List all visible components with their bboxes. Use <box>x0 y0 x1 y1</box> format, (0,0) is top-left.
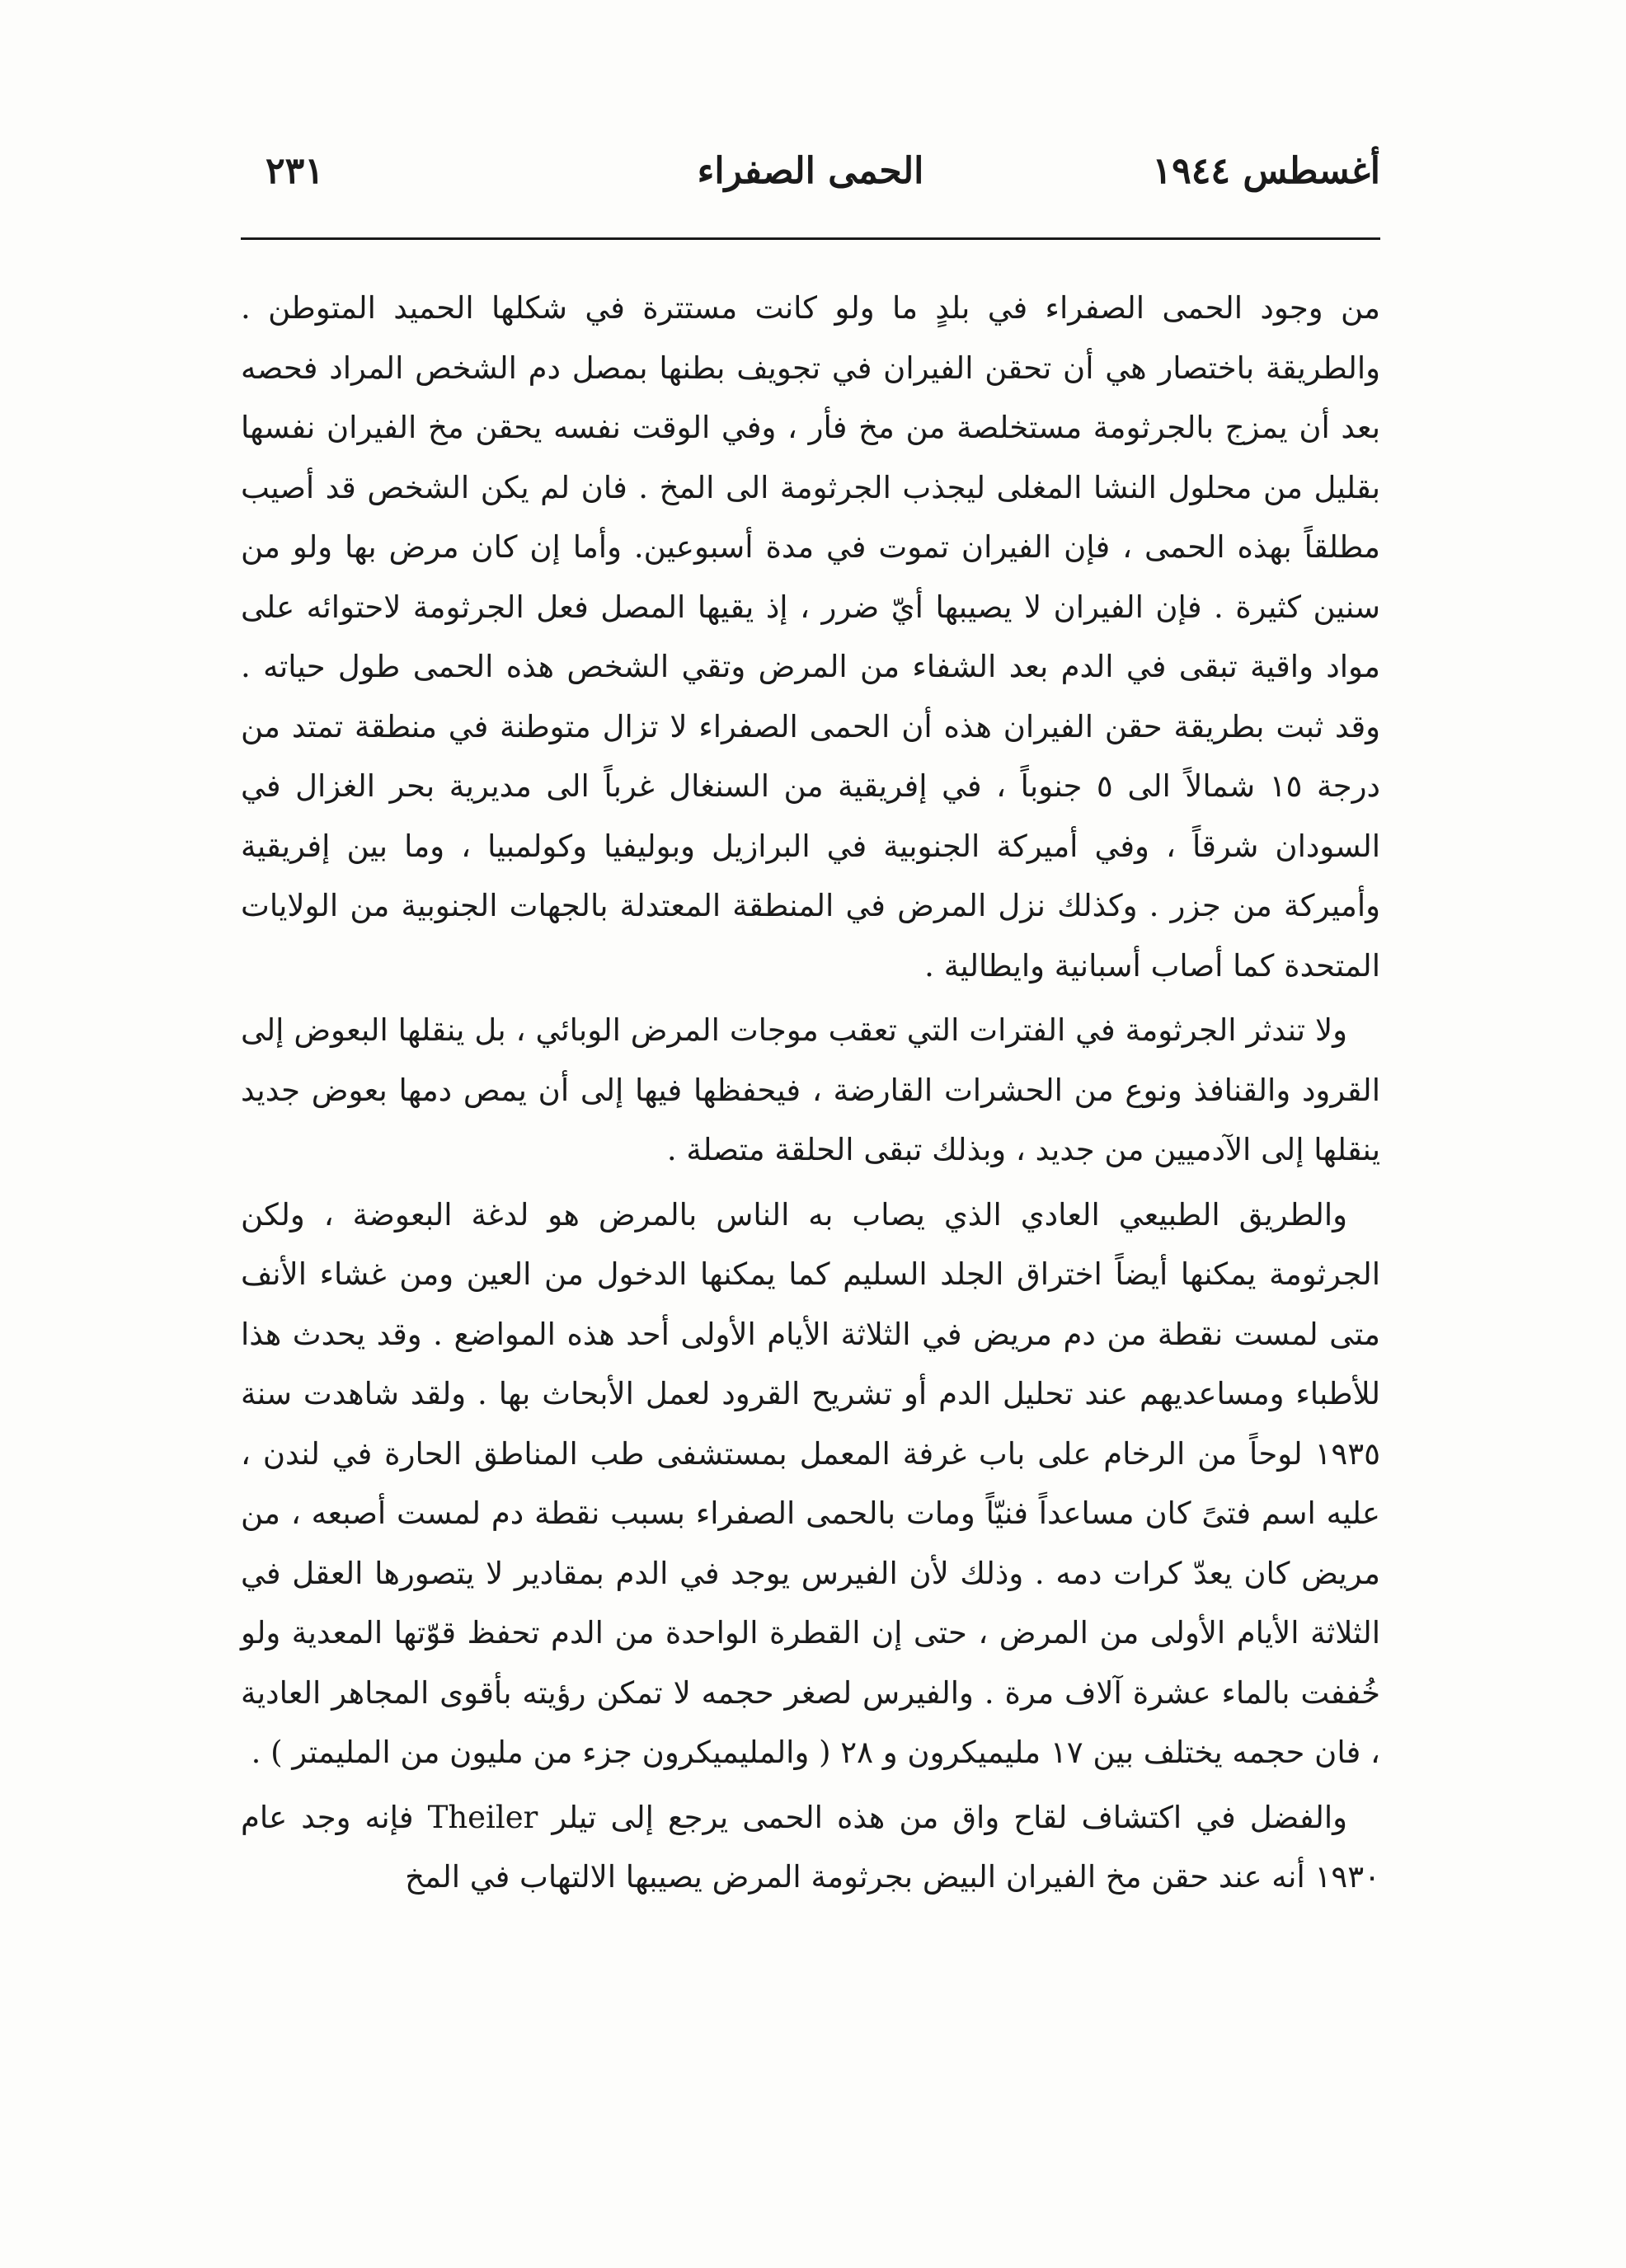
header-rule <box>241 237 1380 240</box>
header-title: الحمى الصفراء <box>697 150 924 192</box>
header-date: أغسطس ١٩٤٤ <box>1152 150 1380 192</box>
paragraph-1: من وجود الحمى الصفراء في بلدٍ ما ولو كانت مستترة في شكلها الحميد المتوطن . والطريقة باختصار هي أن تحقن الفيران في تجويف بطنها بمصل دم الشخص المراد فحصه بعد أن يمزج بالجرثومة مستخلصة من مخ فأر ، وفي الوقت نفسه يحقن مخ الفيران نفسها بقليل من محلول النشا المغلى ليجذب الجرثومة الى المخ . فان لم يكن الشخص قد أصيب مطلقاً بهذه الحمى ، فإن الفيران تموت في مدة أسبوعين. وأما إن كان مرض بها ولو من سنين كثيرة . فإن الفيران لا يصيبها أيّ ضرر ، إذ يقيها المصل فعل الجرثومة لاحتوائه على مواد واقية تبقى في الدم بعد الشفاء من المرض وتقي الشخص هذه الحمى طول حياته . وقد ثبت بطريقة حقن الفيران هذه أن الحمى الصفراء لا تزال متوطنة في منطقة تمتد من درجة ١٥ شمالاً الى ٥ جنوباً ، في إفريقية من السنغال غرباً الى مديرية بحر الغزال في السودان شرقاً ، وفي أميركة الجنوبية في البرازيل وبوليفيا وكولمبيا ، وما بين إفريقية وأميركة من جزر . وكذلك نزل المرض في المنطقة المعتدلة بالجهات الجنوبية من الولايات المتحدة كما أصاب أسبانية وايطالية . <box>241 290 1381 984</box>
page-number: ٢٣١ <box>266 150 324 192</box>
article-body <box>241 279 1380 1913</box>
paragraph-3: والطريق الطبيعي العادي الذي يصاب به الناس بالمرض هو لدغة البعوضة ، ولكن الجرثومة يمكنها أيضاً اختراق الجلد السليم كما يمكنها الدخول من العين ومن غشاء الأنف متى لمست نقطة من دم مريض في الثلاثة الأيام الأولى أحد هذه المواضع . وقد يحدث هذا للأطباء ومساعديهم عند تحليل الدم أو تشريح القرود لعمل الأبحاث بها . ولقد شاهدت سنة ١٩٣٥ لوحاً من الرخام على باب غرفة المعمل بمستشفى طب المناطق الحارة في لندن ، عليه اسم فتىً كان مساعداً فنيّاً ومات بالحمى الصفراء بسبب نقطة دم لمست أصبعه ، من مريض كان يعدّ كرات دمه . وذلك لأن الفيرس يوجد في الدم بمقادير لا يتصورها العقل في الثلاثة الأيام الأولى من المرض ، حتى إن القطرة الواحدة من الدم تحفظ قوّتها المعدية ولو خُففت بالماء عشرة آلاف مرة . والفيرس لصغر حجمه لا تمكن رؤيته بأقوى المجاهر العادية ، فان حجمه يختلف بين ١٧ مليميكرون و ٢٨ ( والمليميكرون جزء من مليون من المليمتر ) . <box>241 1196 1380 1770</box>
paragraph-2: ولا تندثر الجرثومة في الفترات التي تعقب موجات المرض الوبائي ، بل ينقلها البعوض إلى القرود والقنافذ ونوع من الحشرات القارضة ، فيحفظها فيها إلى أن يمص دمها بعوض جديد ينقلها إلى الآدميين من جديد ، وبذلك تبقى الحلقة متصلة . <box>241 1012 1380 1167</box>
running-header <box>241 147 1380 221</box>
paragraph-4: والفضل في اكتشاف لقاح واق من هذه الحمى يرجع إلى تيلر Theiler فإنه وجد عام ١٩٣٠ أنه عند حقن مخ الفيران البيض بجرثومة المرض يصيبها الالتهاب في المخ <box>241 1799 1380 1895</box>
